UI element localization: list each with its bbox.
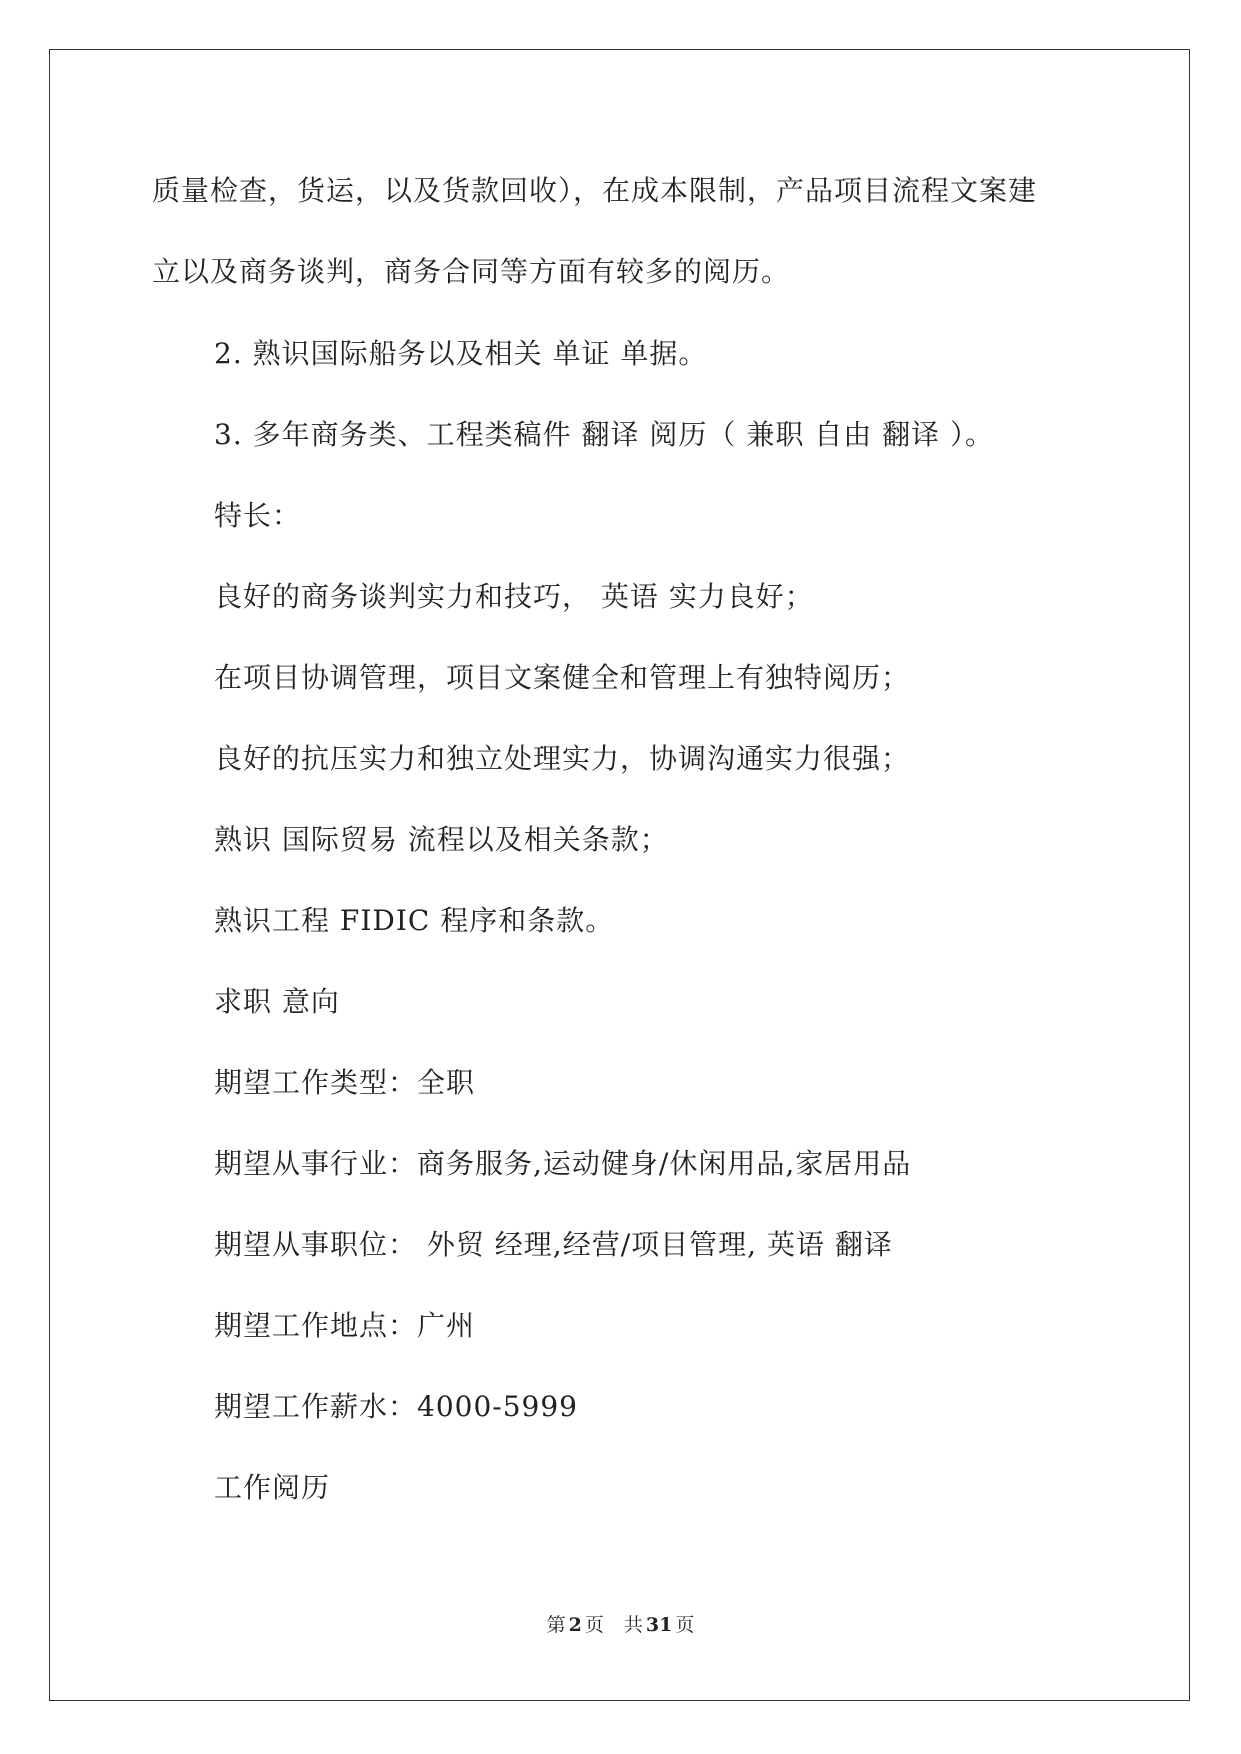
- specialty-line-1: 良好的商务谈判实力和技巧， 英语 实力良好；: [214, 580, 814, 613]
- expected-location: 期望工作地点：广州: [214, 1309, 476, 1342]
- expected-position: 期望从事职位： 外贸 经理,经营/项目管理, 英语 翻译: [214, 1228, 893, 1261]
- specialty-line-3: 良好的抗压实力和独立处理实力，协调沟通实力很强；: [214, 742, 911, 775]
- expected-job-type: 期望工作类型：全职: [214, 1066, 476, 1099]
- body-line-1: 质量检查，货运，以及货款回收），在成本限制，产品项目流程文案建: [152, 174, 1038, 207]
- total-label-prefix: 共: [623, 1614, 643, 1636]
- page-label-prefix: 第: [546, 1614, 566, 1636]
- total-label-suffix: 页: [675, 1614, 695, 1636]
- specialty-line-2: 在项目协调管理，项目文案健全和管理上有独特阅历；: [214, 661, 911, 694]
- list-item-2: 2. 熟识国际船务以及相关 单证 单据。: [214, 337, 708, 370]
- specialty-line-4: 熟识 国际贸易 流程以及相关条款；: [214, 823, 669, 856]
- page-footer: [0, 1613, 1241, 1637]
- expected-industry: 期望从事行业：商务服务,运动健身/休闲用品,家居用品: [214, 1147, 912, 1180]
- section-heading-job-intention: 求职 意向: [214, 985, 340, 1018]
- page-label-suffix: 页: [584, 1614, 604, 1636]
- section-heading-specialties: 特长：: [214, 499, 302, 532]
- expected-salary: 期望工作薪水：4000-5999: [214, 1390, 578, 1423]
- page-border: [49, 49, 1190, 1701]
- specialty-line-5: 熟识工程 FIDIC 程序和条款。: [214, 904, 615, 937]
- total-pages: 31: [645, 1614, 673, 1636]
- section-heading-work-experience: 工作阅历: [214, 1471, 331, 1504]
- body-line-2: 立以及商务谈判，商务合同等方面有较多的阅历。: [152, 255, 791, 288]
- page-number: 2: [568, 1614, 582, 1636]
- list-item-3: 3. 多年商务类、工程类稿件 翻译 阅历（ 兼职 自由 翻译 ）。: [214, 418, 995, 451]
